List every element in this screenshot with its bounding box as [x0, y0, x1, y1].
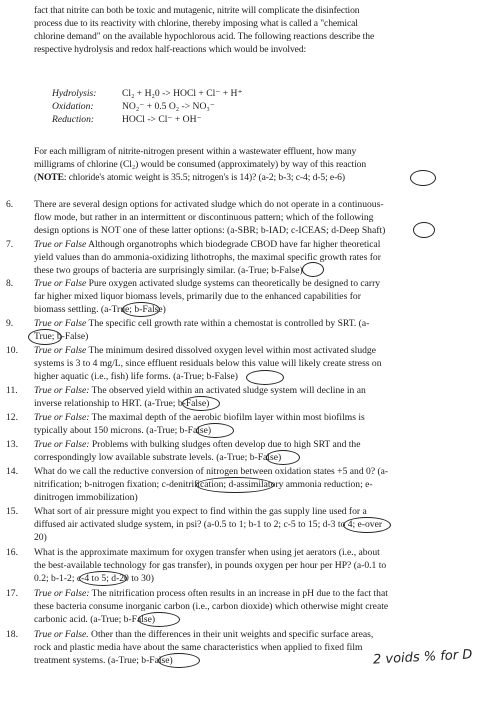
question-number: 13.: [6, 439, 18, 450]
question-line: biomass settling. (a-True; b-False): [34, 304, 166, 316]
question-number: 6.: [6, 199, 14, 210]
question-text: The specific cell growth rate within a chemostat is controlled by SRT. (a-: [86, 318, 370, 329]
question-line: 20): [34, 532, 47, 544]
question-text: The nitrification process often results in an increase in pH due to the fact that: [89, 588, 388, 599]
reaction-label: Hydrolysis:: [52, 88, 97, 99]
question-line: far higher mixed liquor biomass levels, primarily due to the enhanced capabilities for: [34, 291, 361, 303]
question-text: The maximal depth of the aerobic biofilm layer within most biofilms is: [89, 412, 365, 423]
question-text: The minimum desired dissolved oxygen level within most activated sludge: [86, 345, 376, 356]
question-line: treatment systems. (a-True; b-False): [34, 655, 173, 667]
true-false-label: True or False: [34, 318, 87, 329]
question-line: [34, 277, 476, 290]
reaction-equation: Cl₂ + H₂0 -> HOCl + Cl⁻ + H⁺: [122, 88, 243, 99]
question-line: (NOTE: chloride's atomic weight is 35.5; nitrogen's is 14)? (a-2; b-3; c-4; d-5; e-6): [34, 172, 345, 184]
question-line: [34, 628, 476, 641]
question-line: typically about 150 microns. (a-True; b-False): [34, 425, 212, 437]
question-line: these bacteria consume inorganic carbon (i.e., carbon dioxide) which otherwise might create: [34, 601, 389, 613]
question-line: these two groups of bacteria are surprisingly similar. (a-True; b-False): [34, 265, 303, 277]
question-text: The observed yield within an activated sludge system will decline in an: [89, 385, 366, 396]
handwritten-note: 2 voids % for D: [372, 647, 473, 668]
question-line: [34, 587, 476, 600]
question-line: What do we call the reductive conversion of nitrogen between oxidation states +5 and 0? (a-: [34, 466, 389, 477]
question-line: flow mode, but rather in an intermittent or discontinuous pattern; which of the following: [34, 212, 374, 224]
question-line: diffused air activated sludge system, in psi? (a-0.5 to 1; b-1 to 2; c-5 to 15; d-3 to 4; e-over: [34, 519, 383, 531]
question-text: Although organotrophs which biodegrade CBOD have far higher theoretical: [86, 239, 381, 250]
question-number: 16.: [6, 547, 18, 558]
true-false-label: True or False.: [34, 629, 89, 640]
question-number: 18.: [6, 629, 18, 640]
note-text: : chloride's atomic weight is 35.5; nitrogen's is 14)? (a-2; b-3; c-4; d-5; e-6): [63, 172, 345, 184]
question-number: 12.: [6, 412, 18, 423]
question-line: There are several design options for activated sludge which do not operate in a continuous-: [34, 199, 384, 210]
question-line: [34, 384, 476, 397]
question-line: inverse relationship to HRT. (a-True; b-False): [34, 398, 210, 410]
question-number: 9.: [6, 318, 14, 329]
reaction-label: Oxidation:: [52, 101, 94, 112]
question-line: design options is NOT one of these latter options: (a-SBR; b-IAD; c-ICEAS; d-Deep Shaft): [34, 225, 386, 237]
question-line: nitrification; b-nitrogen fixation; c-denitrification; d-assimilatory ammonia reduction; e-: [34, 479, 373, 491]
question-text: Other than the differences in their unit weights and specific surface areas,: [88, 629, 374, 640]
intro-line: process due to its reactivity with chlorine, thereby imposing what is called a "chemical: [34, 18, 358, 30]
question-text: Pure oxygen activated sludge systems can theoretically be designed to carry: [86, 278, 381, 289]
question-line: 0.2; b-1-2; c-4 to 5; d-20 to 30): [34, 573, 154, 585]
question-number: 15.: [6, 506, 18, 517]
reaction-label: Reduction:: [52, 114, 95, 125]
intro-line: fact that nitrite can both be toxic and mutagenic, nitrite will complicate the disinfection: [34, 5, 360, 16]
question-line: For each milligram of nitrite-nitrogen present within a wastewater effluent, how many: [34, 146, 357, 157]
question-line: the best-available technology for gas transfer), in pounds oxygen per hour per HP? (a-0.1 to: [34, 560, 387, 572]
true-false-label: True or False: [34, 278, 87, 289]
intro-line: respective hydrolysis and redox half-reactions which would be involved:: [34, 44, 307, 56]
question-line: higher aquatic (i.e., fish) life forms. (a-True; b-False): [34, 371, 238, 383]
question-number: 17.: [6, 588, 18, 599]
intro-paragraph: [34, 4, 474, 56]
question-line: What is the approximate maximum for oxygen transfer when using jet aerators (i.e., about: [34, 547, 380, 558]
question-number: 11.: [6, 385, 18, 396]
question-line: True; b-False): [34, 331, 89, 343]
question-line: [34, 317, 476, 330]
true-false-label: True or False: [34, 239, 87, 250]
true-false-label: True or False:: [34, 439, 90, 450]
question-line: [34, 238, 476, 251]
true-false-label: True or False:: [34, 588, 90, 599]
question-number: 8.: [6, 278, 14, 289]
question-line: [34, 344, 476, 357]
question-number: 14.: [6, 466, 18, 477]
intro-line: chlorine demand" on the available hypochlorous acid. The following reactions describe the: [34, 31, 375, 43]
question-line: correspondingly low available substrate levels. (a-True; b-False): [34, 452, 282, 464]
question-line: [34, 438, 476, 451]
note-label: NOTE: [37, 172, 64, 184]
true-false-label: True or False: [34, 345, 87, 356]
question-line: dinitrogen immobilization): [34, 492, 138, 504]
reaction-equation: NO₂⁻ + 0.5 O₂ -> NO₃⁻: [122, 101, 215, 112]
question-line: What sort of air pressure might you expect to find within the gas supply line used for a: [34, 506, 367, 517]
question-number: 10.: [6, 345, 18, 356]
true-false-label: True or False:: [34, 385, 90, 396]
question-5: [34, 145, 479, 184]
question-line: milligrams of chlorine (Cl₂) would be consumed (approximately) by way of this reaction: [34, 159, 367, 171]
question-line: yield values than do ammonia-oxidizing lithotrophs, the maximal specific growth rates for: [34, 252, 381, 264]
question-line: systems is 3 to 4 mg/L, since effluent residuals below this value will likely create stress on: [34, 358, 382, 370]
question-line: carbonic acid. (a-True; b-False): [34, 614, 156, 626]
question-line: [34, 411, 476, 424]
question-number: 7.: [6, 239, 14, 250]
reaction-equation: HOCl -> Cl⁻ + OH⁻: [122, 114, 202, 125]
true-false-label: True or False:: [34, 412, 90, 423]
question-text: Problems with bulking sludges often develop due to high SRT and the: [89, 439, 361, 450]
question-line: rock and plastic media have about the same characteristics when applied to fixed film: [34, 642, 363, 654]
